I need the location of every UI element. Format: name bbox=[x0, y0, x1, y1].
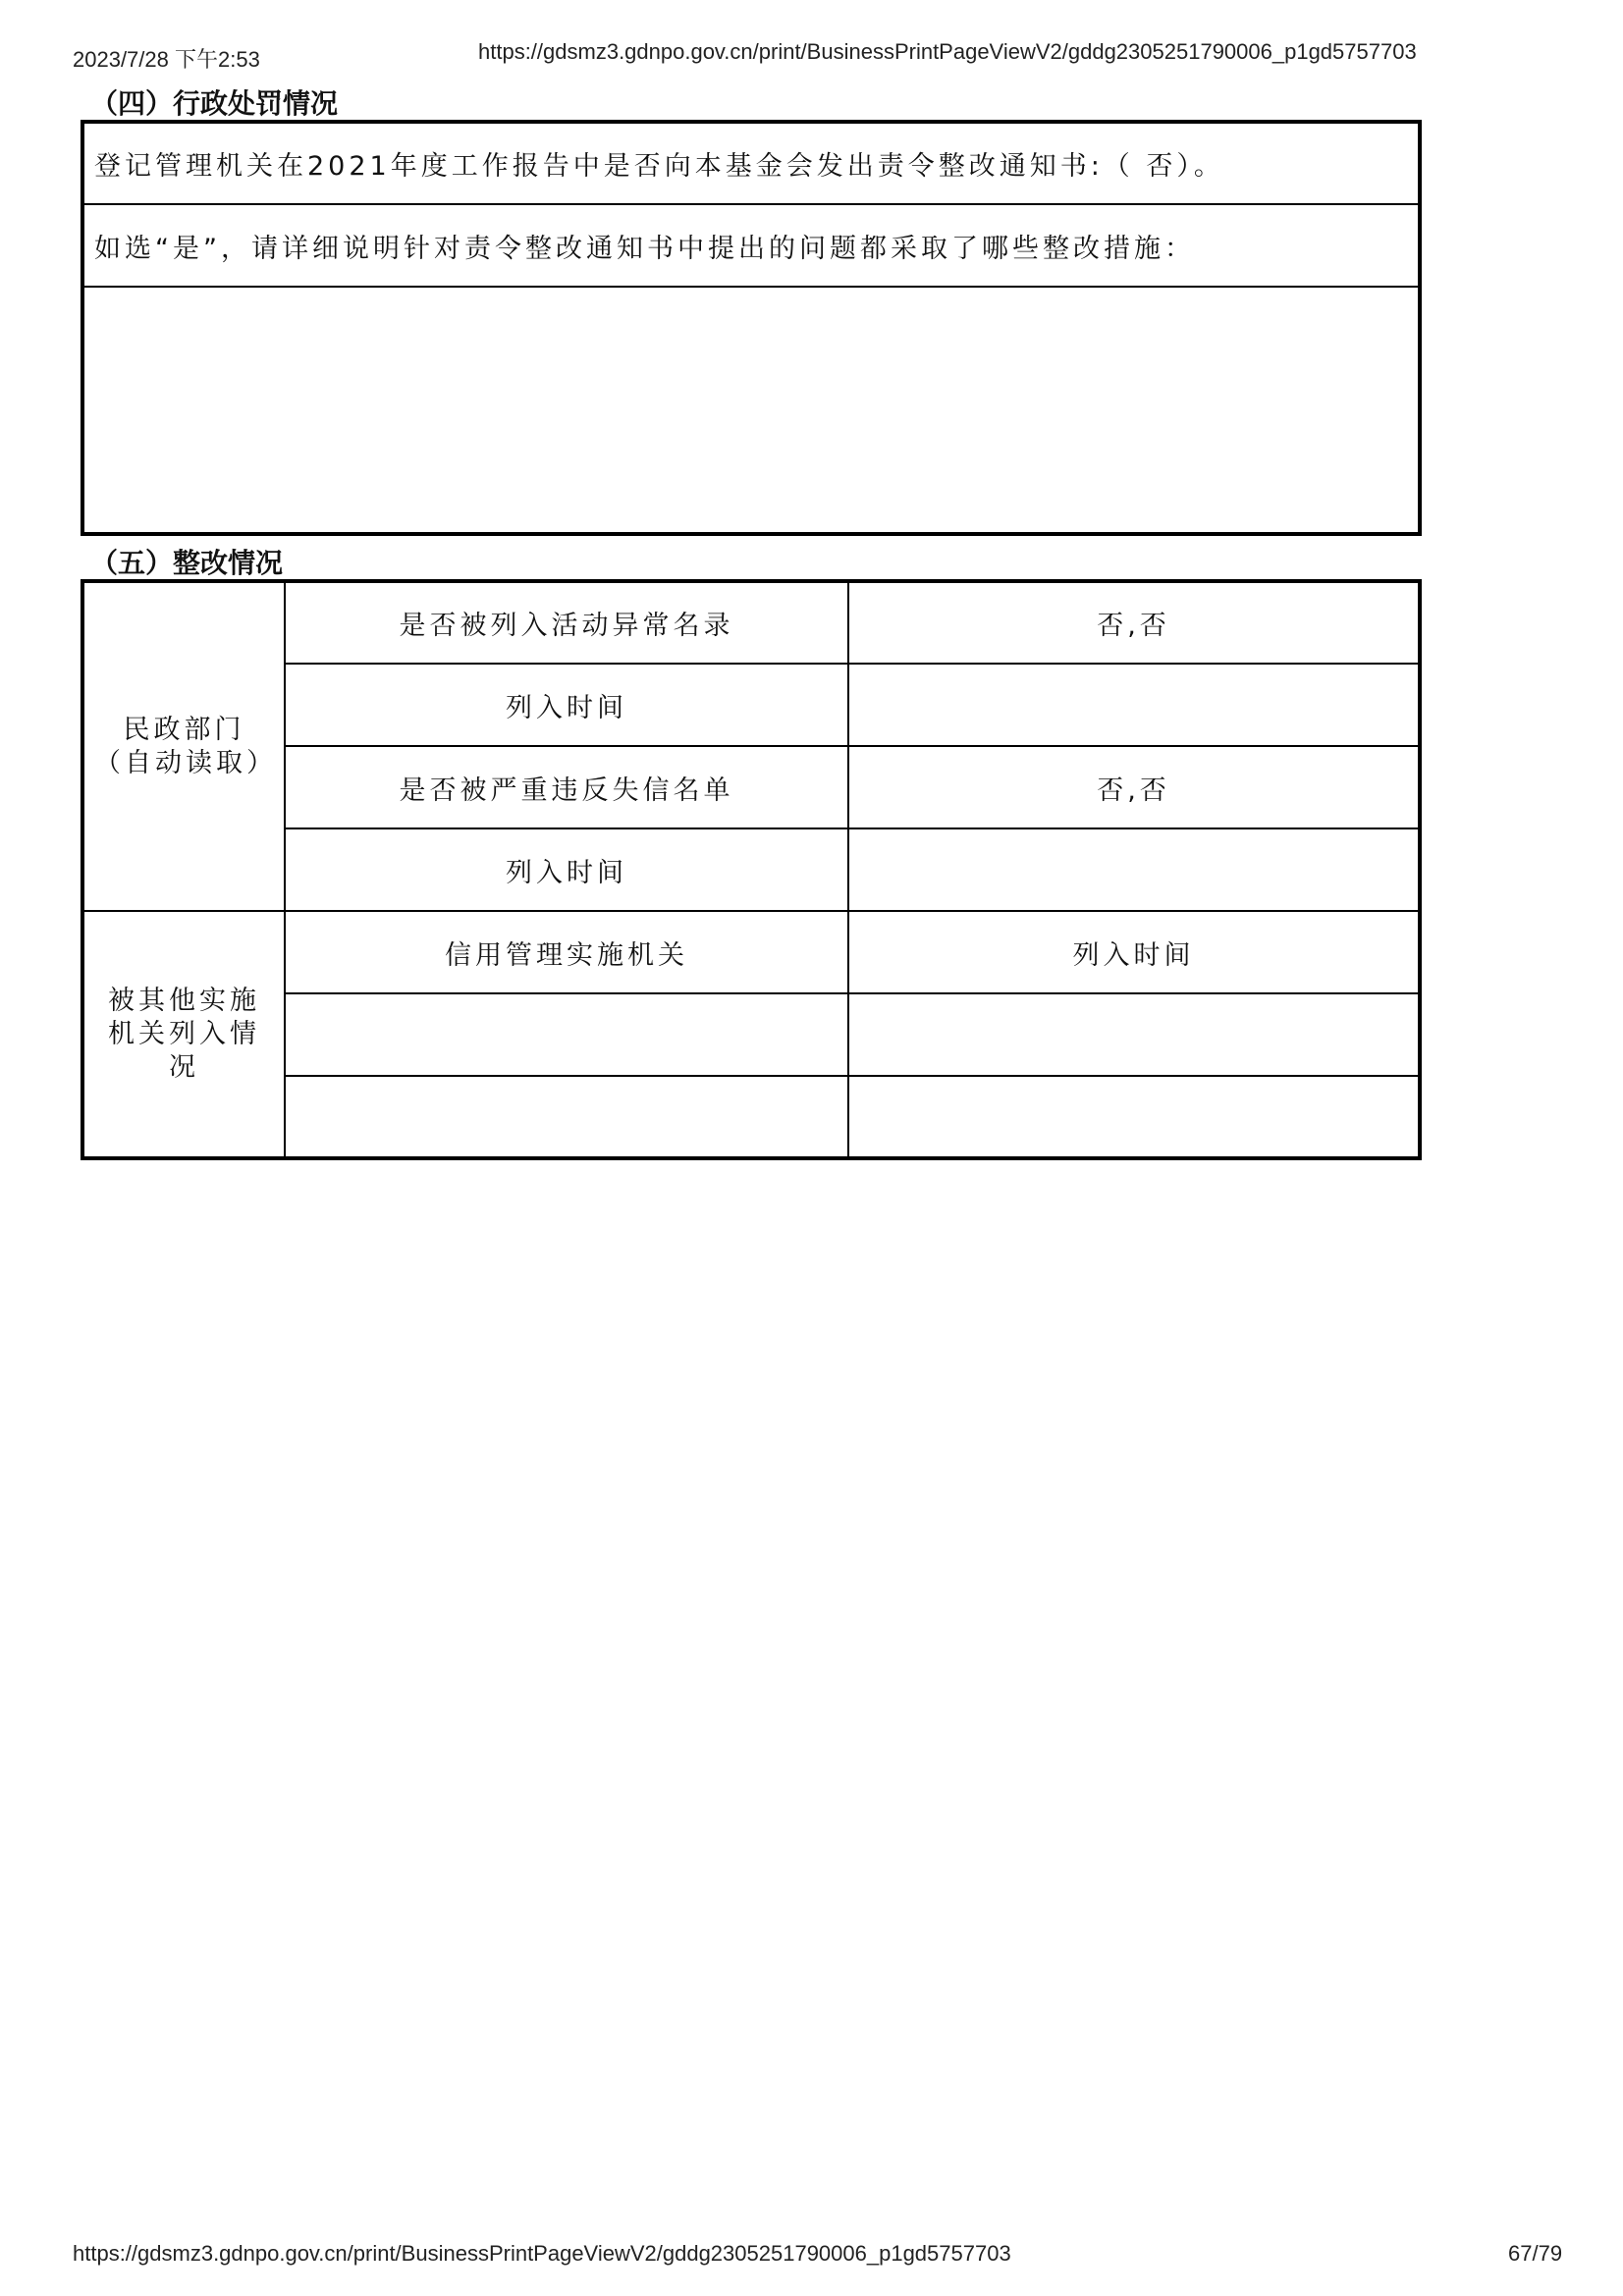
penalty-instruction: 如选“是”，请详细说明针对责令整改通知书中提出的问题都采取了哪些整改措施： bbox=[82, 204, 1420, 287]
dishonesty-list-time-value bbox=[848, 828, 1420, 911]
table-row bbox=[82, 122, 1420, 204]
abnormal-list-label: 是否被列入活动异常名录 bbox=[285, 581, 848, 664]
table-row bbox=[82, 911, 1420, 993]
penalty-table bbox=[81, 120, 1422, 536]
dishonesty-list-time-label: 列入时间 bbox=[285, 828, 848, 911]
time-cell bbox=[848, 1076, 1420, 1158]
civil-affairs-label: 民政部门（自动读取） bbox=[82, 581, 285, 911]
abnormal-list-time-label: 列入时间 bbox=[285, 664, 848, 746]
credit-agency-header: 信用管理实施机关 bbox=[285, 911, 848, 993]
dishonesty-list-label: 是否被严重违反失信名单 bbox=[285, 746, 848, 828]
print-url-footer: https://gdsmz3.gdnpo.gov.cn/print/BusinessPrintPageViewV2/gddg2305251790006_p1gd5757703 bbox=[73, 2241, 1011, 2266]
dishonesty-list-value: 否,否 bbox=[848, 746, 1420, 828]
agency-cell bbox=[285, 993, 848, 1076]
section5-title: （五）整改情况 bbox=[90, 547, 284, 579]
penalty-question: 登记管理机关在2021年度工作报告中是否向本基金会发出责令整改通知书:（ 否）。 bbox=[82, 122, 1420, 204]
abnormal-list-value: 否,否 bbox=[848, 581, 1420, 664]
penalty-answer bbox=[82, 287, 1420, 534]
other-agencies-label: 被其他实施机关列入情况 bbox=[82, 911, 285, 1158]
page-number: 67/79 bbox=[1508, 2241, 1563, 2266]
section4-title: （四）行政处罚情况 bbox=[90, 87, 339, 120]
listing-time-header: 列入时间 bbox=[848, 911, 1420, 993]
table-row bbox=[82, 204, 1420, 287]
table-row bbox=[82, 287, 1420, 534]
time-cell bbox=[848, 993, 1420, 1076]
agency-cell bbox=[285, 1076, 848, 1158]
rectification-table bbox=[81, 579, 1422, 1160]
print-url-header: https://gdsmz3.gdnpo.gov.cn/print/BusinessPrintPageViewV2/gddg2305251790006_p1gd5757703 bbox=[478, 39, 1417, 64]
table-row bbox=[82, 581, 1420, 664]
abnormal-list-time-value bbox=[848, 664, 1420, 746]
print-datetime: 2023/7/28 下午2:53 bbox=[73, 47, 260, 72]
